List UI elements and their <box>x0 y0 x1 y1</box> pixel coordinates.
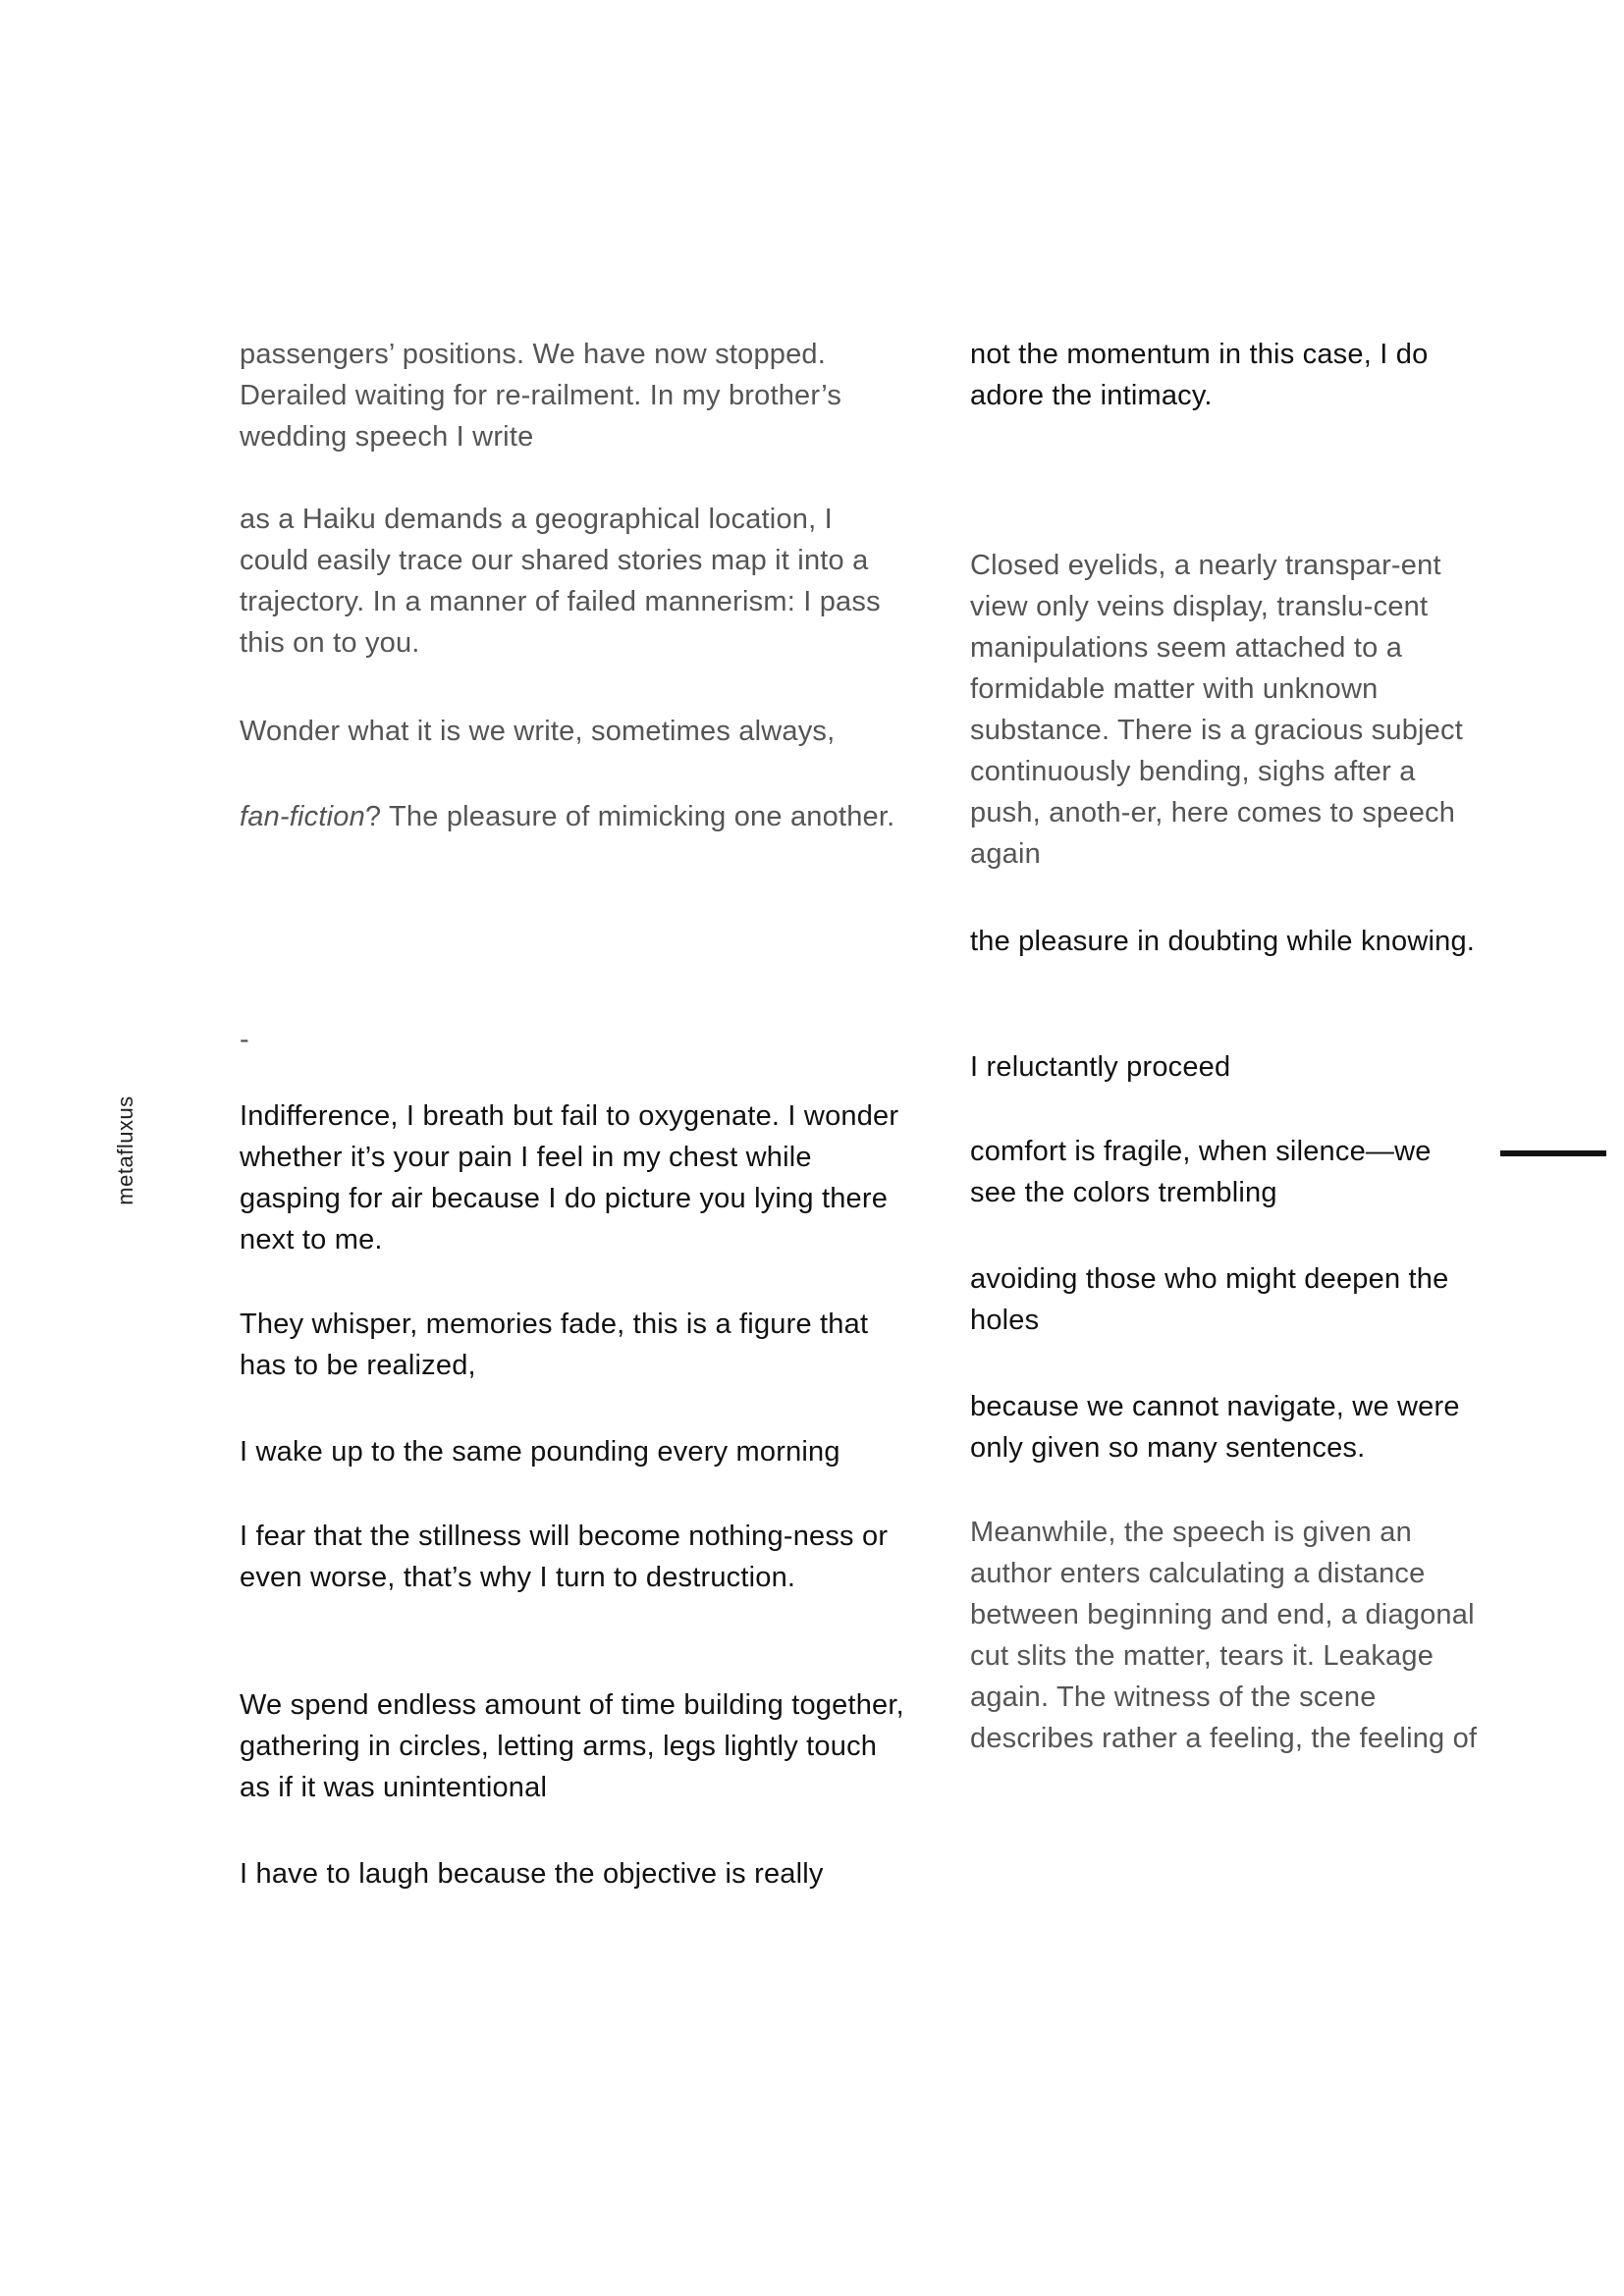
right-paragraph-3: the pleasure in doubting while knowing. <box>970 926 1476 957</box>
section-divider-dash: - <box>240 1024 249 1055</box>
left-paragraph-2: as a Haiku demands a geographical location, I could easily trace our shared stories map it into a trajectory. In a manner of failed mannerism: I pass this on to you. <box>240 504 881 659</box>
left-paragraph-4-text: ? The pleasure of mimicking one another. <box>364 801 895 832</box>
left-paragraph-6: They whisper, memories fade, this is a figure that has to be realized, <box>240 1308 869 1381</box>
left-paragraph-10: I have to laugh because the objective is really <box>240 1858 824 1890</box>
running-title: metafluxus <box>113 1095 137 1205</box>
right-paragraph-4: I reluctantly proceed <box>970 1051 1231 1083</box>
right-paragraph-1: not the momentum in this case, I do adore the intimacy. <box>970 339 1429 411</box>
left-paragraph-8: I fear that the stillness will become nothing-ness or even worse, that’s why I turn to destruction. <box>240 1521 889 1593</box>
left-paragraph-1: passengers’ positions. We have now stopped. Derailed waiting for re-railment. In my brother’s wedding speech I write <box>240 339 842 453</box>
page-marker-bar <box>1500 1150 1606 1156</box>
right-paragraph-7: because we cannot navigate, we were only given so many sentences. <box>970 1391 1460 1464</box>
left-paragraph-4 <box>240 796 907 837</box>
left-paragraph-5: Indifference, I breath but fail to oxygenate. I wonder whether it’s your pain I feel in my chest while gasping for air because I do picture you lying there next to me. <box>240 1100 899 1255</box>
right-paragraph-6: avoiding those who might deepen the holes <box>970 1263 1449 1336</box>
left-paragraph-3: Wonder what it is we write, sometimes always, <box>240 716 836 747</box>
right-paragraph-5: comfort is fragile, when silence—we see the colors trembling <box>970 1136 1432 1208</box>
left-paragraph-7: I wake up to the same pounding every morning <box>240 1436 840 1468</box>
right-paragraph-2: Closed eyelids, a nearly transpar-ent view only veins display, translu-cent manipulations seem attached to a formidable matter with unknown substance. There is a gracious subject continuously bending, sighs after a push, anoth-er, here comes to speech again <box>970 550 1463 870</box>
left-paragraph-9: We spend endless amount of time building together, gathering in circles, letting arms, legs lightly touch as if it was unintentional <box>240 1689 904 1803</box>
right-paragraph-8: Meanwhile, the speech is given an author enters calculating a distance between beginning and end, a diagonal cut slits the matter, tears it. Leakage again. The witness of the scene describes rather a feeling, the feeling of <box>970 1517 1478 1754</box>
italic-term: fan-fiction <box>240 801 365 832</box>
